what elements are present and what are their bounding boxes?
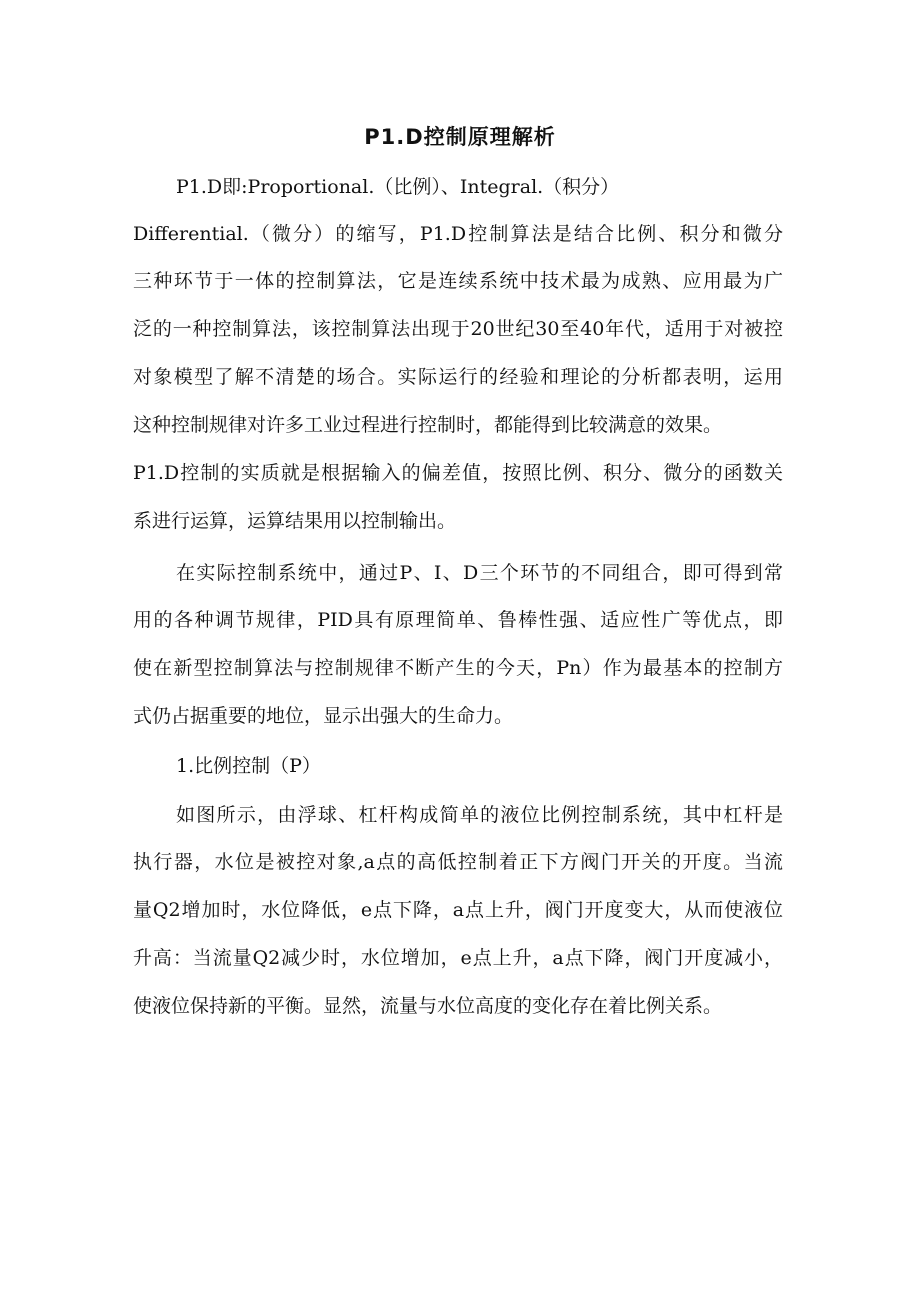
paragraph-line: 用的各种调节规律，PID具有原理简单、鲁棒性强、适应性广等优点，即 bbox=[133, 609, 783, 631]
paragraph-line: 式仍占据重要的地位，显示出强大的生命力。 bbox=[133, 705, 514, 727]
paragraph-line: 如图所示，由浮球、杠杆构成简单的液位比例控制系统，其中杠杆是 bbox=[176, 804, 783, 826]
paragraph-line: 在实际控制系统中，通过P、I、D三个环节的不同组合，即可得到常 bbox=[176, 562, 783, 584]
paragraph-line: P1.D控制的实质就是根据输入的偏差值，按照比例、积分、微分的函数关 bbox=[133, 462, 783, 484]
paragraph-line: 使液位保持新的平衡。显然，流量与水位高度的变化存在着比例关系。 bbox=[133, 995, 723, 1017]
paragraph-line: 量Q2增加时，水位降低，e点下降，a点上升，阀门开度变大，从而使液位 bbox=[133, 899, 783, 921]
paragraph-line: 对象模型了解不清楚的场合。实际运行的经验和理论的分析都表明，运用 bbox=[133, 366, 783, 388]
paragraph-line: 三种环节于一体的控制算法，它是连续系统中技术最为成熟、应用最为广 bbox=[133, 270, 783, 292]
paragraph-line: 这种控制规律对许多工业过程进行控制时，都能得到比较满意的效果。 bbox=[133, 414, 723, 436]
page-title: P1.D控制原理解析 bbox=[364, 125, 556, 149]
paragraph-line: P1.D即:Proportional.（比例）、Integral.（积分） bbox=[176, 176, 620, 198]
section-heading: 1.比例控制（P） bbox=[176, 755, 321, 777]
paragraph-line: 使在新型控制算法与控制规律不断产生的今天，Pn）作为最基本的控制方 bbox=[133, 657, 783, 679]
paragraph-line: 执行器，水位是被控对象,a点的高低控制着正下方阀门开关的开度。当流 bbox=[133, 851, 783, 873]
paragraph-line: 系进行运算，运算结果用以控制输出。 bbox=[133, 510, 457, 532]
paragraph-line: Differential.（微分）的缩写，P1.D控制算法是结合比例、积分和微分 bbox=[133, 223, 783, 245]
paragraph-line: 泛的一种控制算法，该控制算法出现于20世纪30至40年代，适用于对被控 bbox=[133, 318, 783, 340]
paragraph-line: 升高：当流量Q2减少时，水位增加，e点上升，a点下降，阀门开度减小， bbox=[133, 947, 783, 969]
